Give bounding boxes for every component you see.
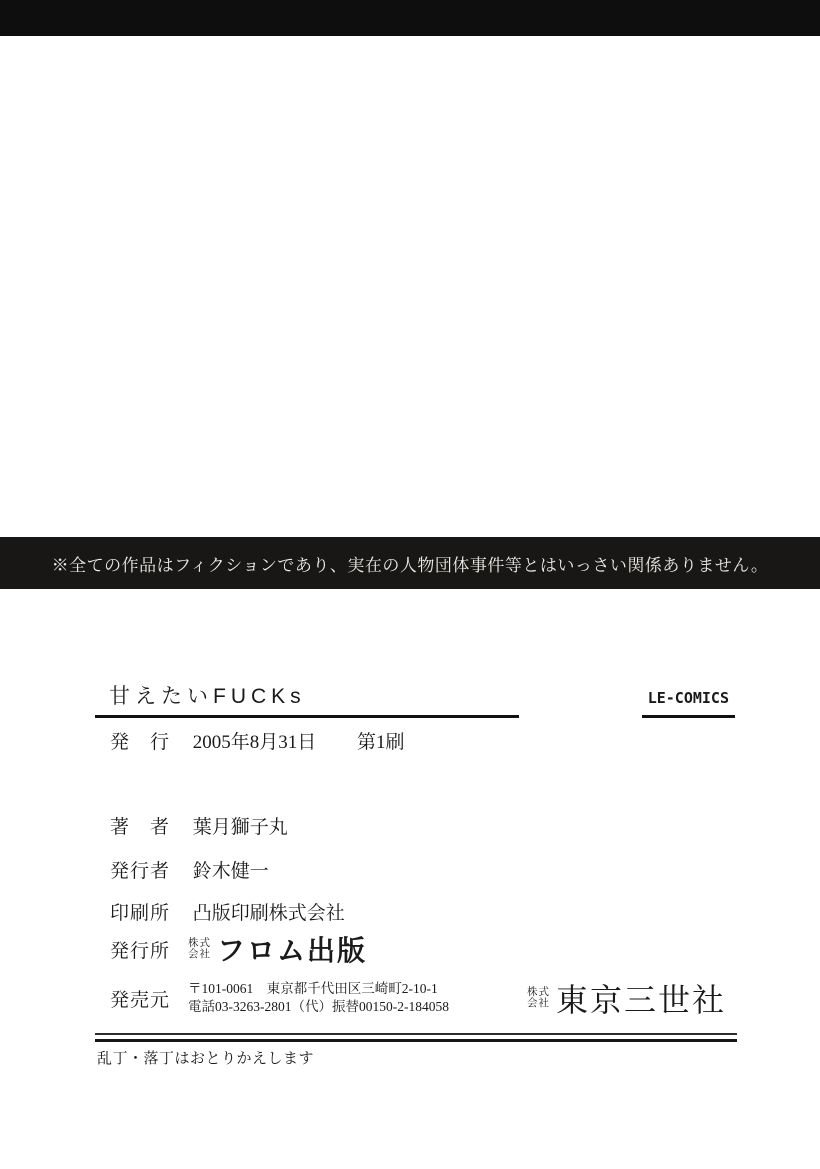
book-title: 甘えたいFUCKs (109, 685, 306, 708)
distributor-corp-prefix (527, 987, 550, 1009)
distributor-corp-prefix-bottom: 会社 (526, 998, 550, 1009)
author-label: 著 者 (110, 817, 171, 838)
issuer-label: 発行者 (110, 861, 171, 882)
distributor-address (188, 980, 449, 1016)
printer-row (110, 898, 345, 925)
issuer-row (110, 856, 269, 883)
disclaimer-banner (0, 537, 820, 589)
publisher-corp-prefix-top: 株式 (188, 938, 211, 949)
brand-underline (642, 689, 735, 718)
page-top-scan-bar (0, 0, 820, 36)
printer-label: 印刷所 (110, 903, 171, 924)
distributor-corp-group (527, 975, 738, 1021)
replacement-note: 乱丁・落丁はおとりかえします (97, 1051, 315, 1067)
distributor-address-line2: 電話03-3263-2801（代）振替00150-2-184058 (188, 999, 449, 1014)
footer-double-rule (95, 1033, 737, 1042)
distributor-name: 東京三世社 (555, 982, 726, 1018)
issue-printing: 第1刷 (357, 732, 405, 753)
distributor-row (110, 975, 738, 1021)
issue-date: 2005年8月31日 (192, 732, 317, 753)
issue-label: 発 行 (110, 732, 171, 753)
book-title-underline (95, 680, 519, 718)
publisher-corp-prefix-bottom: 会社 (188, 949, 211, 960)
publisher-row (110, 929, 367, 969)
issuer-name: 鈴木健一 (192, 861, 269, 882)
imprint-logo: LE-COMICS (647, 689, 729, 707)
distributor-corp-prefix-top: 株式 (526, 987, 550, 998)
printer-name: 凸版印刷株式会社 (192, 903, 345, 924)
title-row (95, 680, 735, 718)
issue-row (110, 727, 405, 754)
publisher-label: 発行所 (110, 940, 171, 962)
author-row (110, 812, 288, 839)
publisher-corp-prefix (188, 938, 211, 960)
distributor-label: 発売元 (110, 989, 171, 1011)
disclaimer-text: ※全ての作品はフィクションであり、実在の人物団体事件等とはいっさい関係ありません。 (51, 555, 769, 575)
distributor-address-line1: 〒101-0061 東京都千代田区三崎町2-10-1 (188, 981, 438, 996)
publisher-name: フロム出版 (217, 935, 368, 966)
author-name: 葉月獅子丸 (192, 817, 288, 838)
